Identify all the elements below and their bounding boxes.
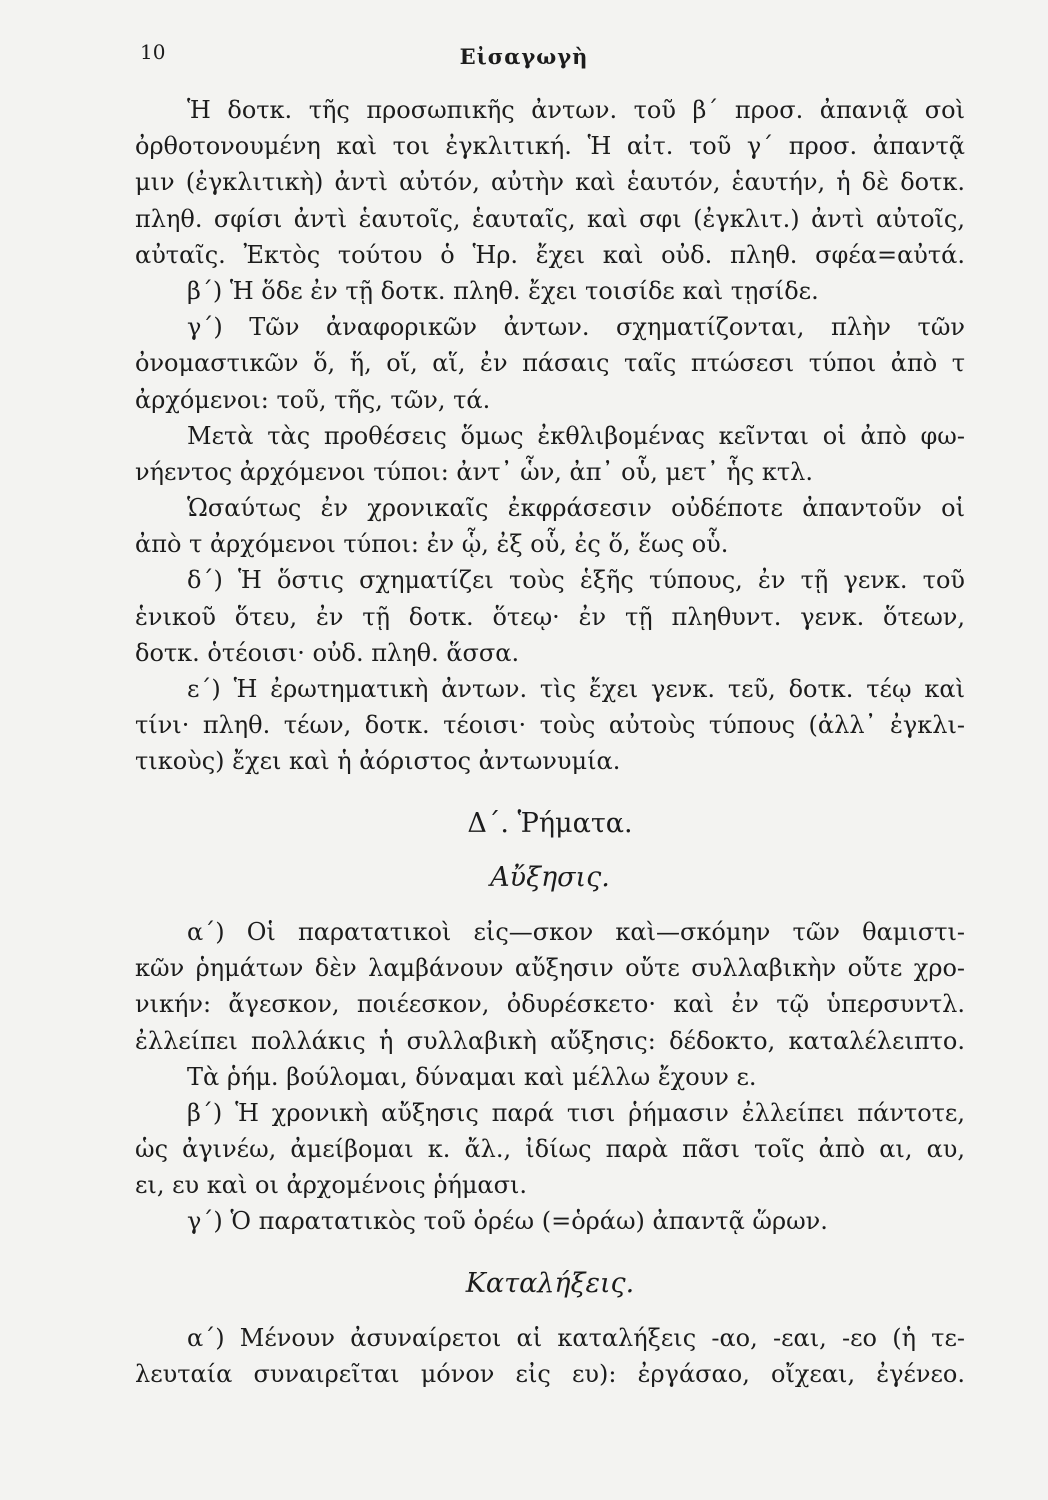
text-line: Ὡσαύτως ἐν χρονικαῖς ἐκφράσεσιν οὐδέποτε ἀπαντοῦν οἱ	[187, 494, 965, 523]
augment-section	[135, 914, 965, 1240]
endings-section	[135, 1320, 965, 1392]
text-line: ἀπὸ τ ἀρχόμενοι τύποι: ἐν ᾧ, ἐξ οὗ, ἐς ὅ, ἕως οὗ.	[135, 530, 729, 559]
text-line: ε΄) Ἡ ἐρωτηματικὴ ἀντων. τὶς ἔχει γενκ. τεῦ, δοτκ. τέῳ καὶ	[187, 675, 965, 703]
spacer	[135, 842, 965, 860]
text-line: κῶν ῥημάτων δὲν λαμβάνουν αὔξησιν οὔτε συλλαβικὴν οὔτε χρο-	[135, 954, 965, 983]
text-line: β΄) Ἡ ὅδε ἐν τῇ δοτκ. πληθ. ἔχει τοισίδε καὶ τῃσίδε.	[187, 276, 819, 305]
text-line: Ἡ δοτκ. τῆς προσωπικῆς ἀντων. τοῦ β΄ προσ. ἀπανιᾷ σοὶ	[187, 96, 965, 124]
text-line: β΄) Ἡ χρονικὴ αὔξησις παρά τισι ῥήμασιν ἐλλείπει πάντοτε,	[187, 1098, 965, 1127]
text-line: δ΄) Ἡ ὅστις σχηματίζει τοὺς ἑξῆς τύπους, ἐν τῇ γενκ. τοῦ	[187, 566, 965, 595]
text-line: αὐταῖς. Ἐκτὸς τούτου ὁ Ἡρ. ἔχει καὶ οὐδ. πληθ. σφέα=αὐτά.	[135, 240, 965, 269]
text-line: γ΄) Ὁ παρατατικὸς τοῦ ὁρέω (=ὁράω) ἀπαντᾷ ὥρων.	[187, 1207, 828, 1236]
text-line: νικήν: ἄγεσκον, ποιέεσκον, ὀδυρέσκετο· καὶ ἐν τῷ ὑπερσυντλ.	[135, 990, 965, 1019]
text-line: α΄) Οἱ παρατατικοὶ εἰς—σκον καὶ—σκόμην τῶν θαμιστι-	[187, 917, 965, 946]
text-line: ἐλλείπει πολλάκις ἡ συλλαβικὴ αὔξησις: δέδοκτο, καταλέλειπτο.	[135, 1026, 965, 1055]
text-line: μιν (ἐγκλιτικὴ) ἀντὶ αὐτόν, αὐτὴν καὶ ἑαυτόν, ἑαυτήν, ἡ δὲ δοτκ.	[135, 168, 965, 197]
text-line: Μετὰ τὰς προθέσεις ὅμως ἐκθλιβομένας κεῖνται οἱ ἀπὸ φω-	[187, 421, 965, 450]
running-title: Εἰσαγωγὴ	[459, 44, 589, 69]
text-line: λευταία συναιρεῖται μόνον εἰς ευ): ἐργάσαο, οἴχεαι, ἐγένεο.	[135, 1360, 965, 1388]
page-body	[135, 92, 965, 1392]
text-line: ὡς ἀγινέω, ἀμείβομαι κ. ἄλ., ἰδίως παρὰ πᾶσι τοῖς ἀπὸ αι, αυ,	[135, 1135, 965, 1164]
spacer	[135, 780, 965, 806]
subsection-heading-augment: Αὔξησις.	[490, 861, 610, 893]
text-line: νήεντος ἀρχόμενοι τύποι: ἀντ᾽ ὧν, ἀπ᾽ οὗ, μετ᾽ ἧς κτλ.	[135, 457, 813, 486]
pronouns-section	[135, 92, 965, 780]
text-line: τικοὺς) ἔχει καὶ ἡ ἀόριστος ἀντωνυμία.	[135, 747, 621, 776]
text-line: ἀρχόμενοι: τοῦ, τῆς, τῶν, τά.	[135, 385, 491, 414]
text-line: ει, ευ καὶ οι ἀρχομένοις ῥήμασι.	[135, 1171, 528, 1200]
page-number: 10	[140, 40, 166, 64]
section-heading: Δ΄. Ῥήματα.	[467, 807, 633, 839]
text-line: Τὰ ῥήμ. βούλομαι, δύναμαι καὶ μέλλω ἔχουν ε.	[187, 1062, 757, 1091]
text-line: ὀνομαστικῶν ὅ, ἥ, οἵ, αἵ, ἐν πάσαις ταῖς πτώσεσι τύποι ἀπὸ τ	[135, 349, 965, 378]
spacer	[135, 1302, 965, 1320]
text-line: γ΄) Τῶν ἀναφορικῶν ἀντων. σχηματίζονται, πλὴν τῶν	[187, 313, 965, 342]
text-line: α΄) Μένουν ἀσυναίρετοι αἱ καταλήξεις -αο, -εαι, -εο (ἡ τε-	[187, 1323, 965, 1352]
text-line: τίνι· πληθ. τέων, δοτκ. τέοισι· τοὺς αὐτοὺς τύπους (ἀλλ᾽ ἐγκλι-	[135, 711, 965, 740]
spacer	[135, 896, 965, 914]
text-line: ὀρθοτονουμένη καὶ τοι ἐγκλιτική. Ἡ αἰτ. τοῦ γ΄ προσ. ἀπαντᾷ	[135, 132, 965, 161]
page-header	[0, 40, 1048, 80]
text-line: δοτκ. ὁτέοισι· οὐδ. πληθ. ἅσσα.	[135, 638, 520, 667]
subsection-heading-endings: Καταλήξεις.	[465, 1267, 635, 1299]
text-line: πληθ. σφίσι ἀντὶ ἑαυτοῖς, ἑαυταῖς, καὶ σφι (ἐγκλιτ.) ἀντὶ αὐτοῖς,	[135, 204, 965, 233]
spacer	[135, 1240, 965, 1266]
text-line: ἑνικοῦ ὅτευ, ἐν τῇ δοτκ. ὅτεῳ· ἐν τῇ πληθυντ. γενκ. ὅτεων,	[135, 602, 965, 631]
